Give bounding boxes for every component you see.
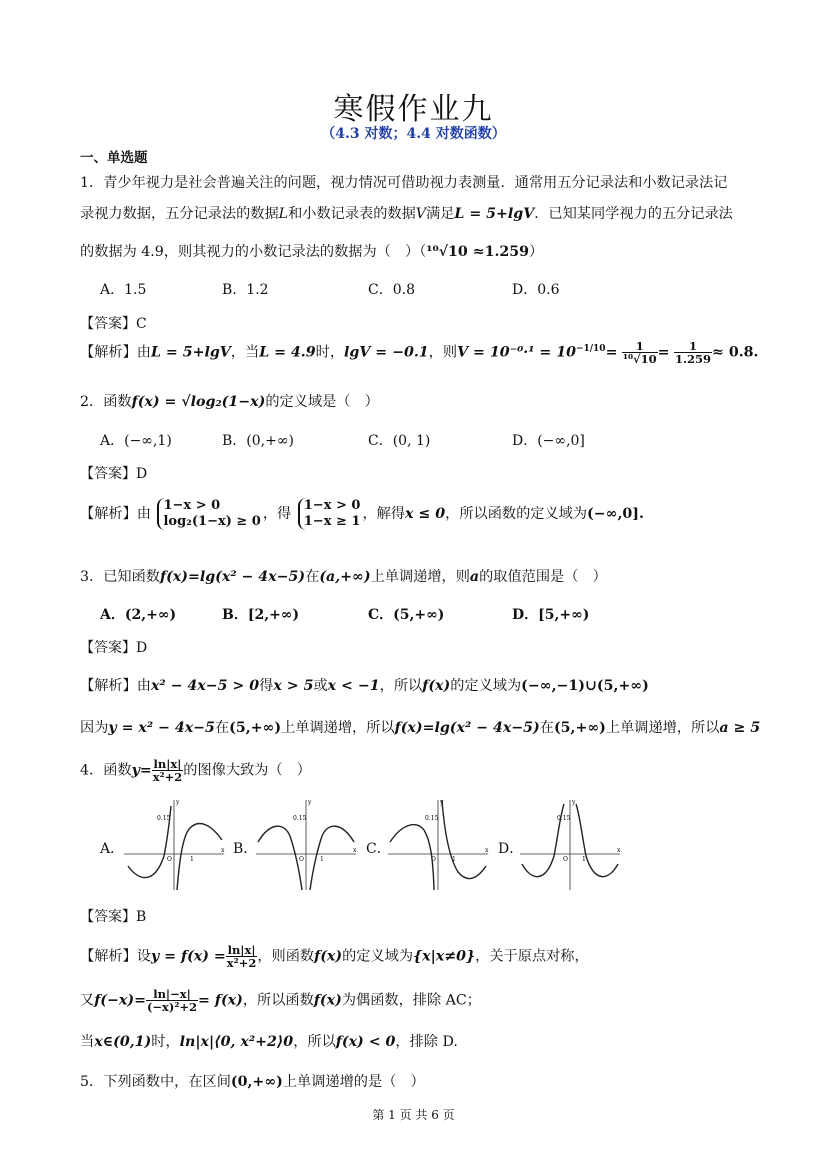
- q4-graph-d-y-tick: 0.15: [557, 815, 571, 822]
- q4-graph-c-x-axis: x: [485, 847, 489, 854]
- q1-option-b: B．1.2: [222, 282, 269, 298]
- q4-graph-b: [256, 796, 360, 892]
- q3-option-c: C．(5,+∞): [368, 607, 445, 623]
- page-title: 寒假作业九: [333, 92, 494, 127]
- q1-hint: ¹⁰√10 ≈1.259: [426, 244, 530, 260]
- q4-option-a-label: A．: [100, 841, 125, 857]
- q4-graph-c-y-tick: 0.15: [425, 815, 439, 822]
- q4-graph-b-x-tick: 1: [320, 856, 324, 863]
- q4-graph-d-origin: O: [563, 856, 568, 863]
- q3-stem: 3．已知函数f(x)=lg(x² − 4x−5)在(a,+∞)上单调递增，则a的取值范围是（ ）: [80, 569, 607, 585]
- q4-graph-c-y-axis: y: [440, 799, 444, 806]
- q4-solution-line2: 又f(−x)= $\frac{\ln|-x|}{\text{(−x)²+2}}$ = f(x)，所以函数f(x)为偶函数，排除 AC；: [80, 987, 481, 1014]
- q4-graph-b-y-axis: y: [308, 799, 312, 806]
- q4-graph-c-origin: O: [431, 856, 436, 863]
- page-footer: 第 1 页 共 6 页: [372, 1108, 455, 1122]
- q1-option-a: A．1.5: [100, 282, 147, 298]
- q4-graph-c-right-branch: [442, 800, 486, 879]
- q1-option-d: D．0.6: [512, 282, 560, 298]
- q2-solution: 【解析】由 1−x > 0 log₂(1−x) ≥ 0 ，得 1−x > 0 1−x ≥ 1 ，解得x ≤ 0，所以函数的定义域为(−∞,0].: [80, 498, 644, 529]
- q4-graph-d-right-branch: [576, 804, 618, 877]
- q4-option-c-label: C．: [366, 841, 391, 857]
- q4-answer: 【答案】B: [80, 909, 147, 925]
- q4-option-b-label: B．: [233, 841, 258, 857]
- q4-graph-b-origin: O: [299, 856, 304, 863]
- q4-graph-b-y-tick: 0.15: [293, 815, 307, 822]
- q3-solution-line1: 【解析】由x² − 4x−5 > 0得x > 5或x < −1，所以f(x)的定义域为(−∞,−1)∪(5,+∞): [80, 678, 649, 694]
- q1-stem-line2: 录视力数据，五分记录法的数据L和小数记录表的数据V满足L = 5+lgV．已知某同学视力的五分记录法: [80, 206, 733, 222]
- q3-option-a: A．(2,+∞): [100, 607, 177, 623]
- q4-graph-b-left-branch: [258, 826, 302, 890]
- q2-stem: 2．函数f(x) = √log₂(1−x)的定义域是（ ）: [80, 394, 379, 410]
- q4-graph-b-right-branch: [310, 826, 354, 890]
- q3-option-b: B．[2,+∞): [222, 607, 300, 623]
- q1-stem-line3: 的数据为 4.9，则其视力的小数记录法的数据为（ ）（¹⁰√10 ≈1.259）: [80, 244, 544, 260]
- q2-option-c: C．(0, 1): [368, 433, 431, 449]
- q1-formula: L = 5+lgV: [454, 206, 535, 222]
- q4-graph-a-origin: O: [167, 856, 172, 863]
- section-heading: 一、单选题: [80, 150, 148, 166]
- q4-graph-a: [124, 796, 228, 892]
- q4-stem: 4．函数y= $\frac{\ln|x|}{\text{x²+2}}$ 的图像大致为（ ）: [80, 757, 311, 784]
- q4-graph-d-x-tick: 1: [582, 856, 586, 863]
- q1-stem-line1: 1．青少年视力是社会普遍关注的问题，视力情况可借助视力表测量．通常用五分记录法和小数记录法记: [80, 175, 728, 191]
- page-subtitle: （4.3 对数；4.4 对数函数）: [321, 126, 506, 142]
- q4-solution-line3: 当x∈(0,1)时，ln|x|⟨0, x²+2⟩0，所以f(x) < 0，排除 D.: [80, 1034, 458, 1050]
- q4-solution-line1: 【解析】设y = f(x) = $\frac{\ln|x|}{\text{x²+2}}$ ，则函数f(x)的定义域为{x|x≠0}，关于原点对称，: [80, 943, 589, 970]
- q4-option-d-label: D．: [498, 841, 524, 857]
- q4-graph-a-x-tick: 1: [190, 856, 194, 863]
- q1-option-c: C．0.8: [368, 282, 415, 298]
- q4-graph-c: [388, 796, 492, 892]
- q4-graph-d: [520, 796, 624, 892]
- q4-graph-a-y-axis: y: [176, 799, 180, 806]
- q2-answer: 【答案】D: [80, 466, 148, 482]
- q4-graph-a-right-branch: [177, 824, 222, 890]
- q4-graph-d-y-axis: y: [572, 799, 576, 806]
- q5-stem: 5．下列函数中，在区间(0,+∞)上单调递增的是（ ）: [80, 1074, 425, 1090]
- q2-option-b: B．(0,+∞): [222, 433, 294, 449]
- q4-graph-b-x-axis: x: [353, 847, 357, 854]
- q3-option-d: D．[5,+∞): [512, 607, 590, 623]
- q4-graph-a-y-tick: 0.15: [157, 815, 171, 822]
- q3-answer: 【答案】D: [80, 640, 148, 656]
- q4-graph-a-x-axis: x: [221, 847, 225, 854]
- q2-option-a: A．(−∞,1): [100, 433, 172, 449]
- q1-solution: 【解析】由L = 5+lgV，当L = 4.9时，lgV = −0.1，则$V = 10^{-0}\cdot^1 = 10^{-1/10}=$ $\frac{1}{\text{¹⁰√10}}$ = $\frac{1}{1.259}$ ≈ 0.8.: [80, 339, 759, 366]
- q4-graph-d-x-axis: x: [617, 847, 621, 854]
- q3-solution-line2: 因为y = x² − 4x−5在(5,+∞)上单调递增，所以f(x)=lg(x² − 4x−5)在(5,+∞)上单调递增，所以a ≥ 5: [80, 720, 761, 736]
- q4-graph-c-left-branch: [390, 825, 434, 890]
- q4-graph-c-x-tick: 1: [452, 856, 456, 863]
- q2-option-d: D．(−∞,0]: [512, 433, 585, 449]
- q1-answer: 【答案】C: [80, 316, 147, 332]
